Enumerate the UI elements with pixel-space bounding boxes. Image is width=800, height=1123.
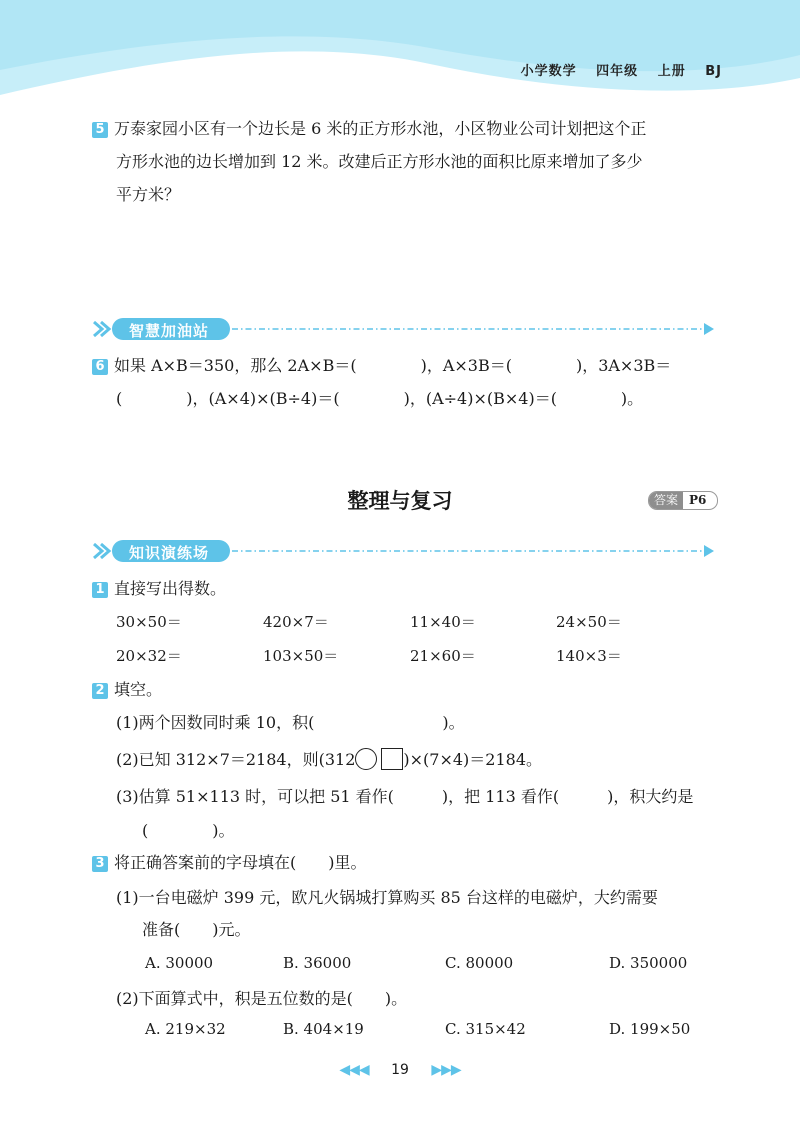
option-d: D. 350000 (609, 954, 688, 972)
option-c: C. 80000 (445, 954, 514, 972)
calc-item: 103×50＝ (263, 647, 339, 665)
left-arrows-icon: ◀◀◀ (339, 1062, 369, 1078)
calc-item: 21×60＝ (410, 647, 476, 665)
blank-square-number[interactable] (381, 748, 403, 770)
calc-item: 30×50＝ (116, 613, 182, 631)
calc-item: 20×32＝ (116, 647, 182, 665)
question-5-line1 (92, 112, 732, 145)
question-1-text: 直接写出得数。 (114, 579, 227, 598)
question-5-text: 万泰家园小区有一个边长是 6 米的正方形水池，小区物业公司计划把这个正 (114, 119, 647, 138)
question-2-part-3-line2: ( )。 (142, 821, 235, 840)
question-number-1: 1 (92, 582, 108, 598)
question-5-line3: 平方米？ (116, 185, 181, 204)
question-6 (92, 349, 732, 415)
part-2-text-before: (2)已知 312×7＝2184，则(312 (116, 750, 356, 769)
calc-item: 420×7＝ (263, 613, 329, 631)
question-3-sub-1-line2: 准备( )元。 (142, 920, 251, 939)
question-2-part-1: (1)两个因数同时乘 10，积( )。 (116, 713, 465, 732)
right-arrows-icon: ▶▶▶ (431, 1062, 461, 1078)
question-number-6: 6 (92, 359, 108, 375)
question-3-text: 将正确答案前的字母填在( )里。 (114, 853, 367, 872)
option-b: B. 36000 (283, 954, 352, 972)
option-c: C. 315×42 (445, 1020, 526, 1038)
question-2-prompt (92, 673, 162, 706)
option-a: A. 30000 (145, 954, 214, 972)
question-number-2: 2 (92, 683, 108, 699)
banner-label: 知识演练场 (129, 544, 210, 562)
question-2-text: 填空。 (114, 680, 163, 699)
calc-item: 24×50＝ (556, 613, 622, 631)
book-info (507, 60, 722, 79)
option-a: A. 219×32 (145, 1020, 226, 1038)
grade-label: 四年级 (596, 64, 639, 79)
page-footer (0, 1062, 800, 1078)
question-5 (92, 112, 732, 211)
section-title: 整理与复习 (347, 489, 453, 513)
question-6-line1 (92, 349, 732, 382)
option-d: D. 199×50 (609, 1020, 691, 1038)
question-number-3: 3 (92, 856, 108, 872)
question-1-prompt (92, 572, 226, 605)
volume-label: 上册 (657, 64, 686, 79)
answer-label: 答案 (649, 492, 683, 509)
answer-reference-tag (648, 491, 718, 510)
question-6-text: 如果 A×B＝350，那么 2A×B＝( )，A×3B＝( )，3A×3B＝ (114, 356, 672, 375)
question-number-5: 5 (92, 122, 108, 138)
calc-item: 11×40＝ (410, 613, 476, 631)
question-6-line2: ( )，(A×4)×(B÷4)＝( )，(A÷4)×(B×4)＝( )。 (116, 389, 644, 408)
question-2-part-3-line1: (3)估算 51×113 时，可以把 51 看作( )，把 113 看作( )，积大约是 (116, 787, 694, 806)
banner-knowledge-practice (92, 538, 722, 564)
option-b: B. 404×19 (283, 1020, 364, 1038)
question-5-line2: 方形水池的边长增加到 12 米。改建后正方形水池的面积比原来增加了多少 (116, 152, 643, 171)
question-3-sub-1-line1: (1)一台电磁炉 399 元，欧凡火锅城打算购买 85 台这样的电磁炉，大约需要 (116, 888, 658, 907)
edition-label: BJ (705, 64, 722, 79)
blank-circle-operator[interactable] (355, 748, 377, 770)
calc-item: 140×3＝ (556, 647, 622, 665)
header-wave-decoration (0, 0, 800, 110)
answer-page: P6 (689, 493, 707, 507)
page-number: 19 (391, 1062, 409, 1078)
question-3-prompt (92, 846, 367, 879)
part-2-text-after: )×(7×4)＝2184。 (403, 750, 543, 769)
banner-wisdom-station (92, 316, 722, 342)
subject-label: 小学数学 (520, 64, 577, 79)
question-3-sub-2-line1: (2)下面算式中，积是五位数的是( )。 (116, 989, 408, 1008)
question-2-part-2 (116, 743, 542, 776)
banner-label: 智慧加油站 (129, 322, 210, 340)
